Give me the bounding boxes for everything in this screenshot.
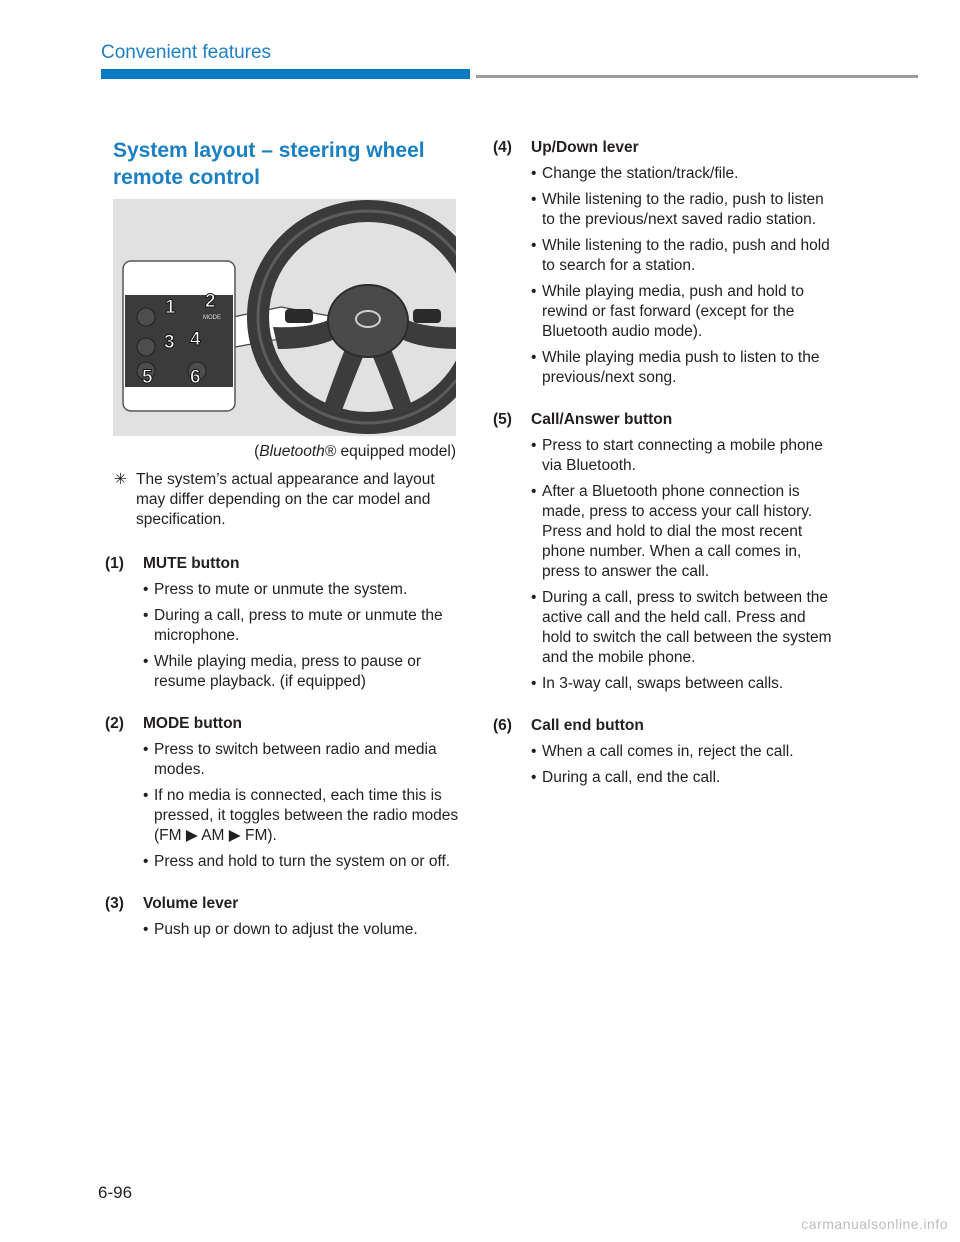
caption-rest: equipped model) [336, 443, 456, 460]
watermark: carmanualsonline.info [801, 1216, 948, 1232]
feature-number: (5) [493, 411, 512, 428]
feature-bullet: • After a Bluetooth phone connection is made, press to access your call history. Press and hold to dial the most recent phone number. When a call comes in, press to answer the call. [493, 482, 838, 582]
caption-bluetooth: Bluetooth® [259, 443, 337, 460]
feature-number: (3) [105, 895, 124, 912]
lower-right-spoke [373, 349, 413, 413]
feature-bullet: • While playing media push to listen to the previous/next song. [493, 348, 838, 388]
left-control-pad [285, 309, 313, 323]
feature-heading [493, 410, 838, 430]
feature-bullet: • Press to mute or unmute the system. [105, 580, 460, 600]
feature-item [493, 716, 838, 788]
feature-bullet: • If no media is connected, each time this is pressed, it toggles between the radio modes (FM ▶ AM ▶ FM). [105, 786, 460, 846]
feature-bullet: • During a call, press to switch between the active call and the held call. Press and hold to switch the call between the system and the mobile phone. [493, 588, 838, 668]
note [114, 470, 459, 530]
feature-heading [105, 714, 460, 734]
feature-heading [105, 554, 460, 574]
feature-bullet: • Push up or down to adjust the volume. [105, 920, 460, 940]
header-rule-gray [476, 75, 918, 78]
feature-heading [493, 716, 838, 736]
figure-caption: (Bluetooth® equipped model) [254, 443, 456, 460]
section-title: System layout – steering wheel remote control [113, 139, 425, 189]
inset-volume-lever [137, 338, 155, 356]
feature-title: Call/Answer button [531, 411, 673, 428]
feature-bullet: • While playing media, push and hold to rewind or fast forward (except for the Bluetooth audio mode). [493, 282, 838, 342]
inset-mute-button [137, 308, 155, 326]
feature-bullet: • Press and hold to turn the system on or off. [105, 852, 460, 872]
note-mark-icon: ✳ [114, 471, 127, 488]
feature-number: (2) [105, 715, 124, 732]
callout-5: 5 [142, 367, 153, 388]
callout-3: 3 [164, 332, 175, 353]
feature-title: Volume lever [143, 895, 239, 912]
feature-title: Up/Down lever [531, 139, 639, 156]
steering-wheel-illustration [113, 199, 456, 436]
feature-bullet: • In 3-way call, swaps between calls. [493, 674, 838, 694]
feature-bullet: • While playing media, press to pause or resume playback. (if equipped) [105, 652, 460, 692]
feature-title: Call end button [531, 717, 644, 734]
mode-label: MODE [203, 315, 221, 321]
feature-bullet: • Change the station/track/file. [493, 164, 838, 184]
note-text: The system’s actual appearance and layout may differ depending on the car model and specification. [136, 471, 435, 528]
feature-bullet: • Press to start connecting a mobile phone via Bluetooth. [493, 436, 838, 476]
page-number: 6-96 [98, 1183, 133, 1202]
feature-item [493, 410, 838, 694]
header-rule-blue [101, 69, 470, 79]
header-title: Convenient features [101, 42, 272, 63]
feature-item [493, 138, 838, 388]
feature-bullet: • During a call, press to mute or unmute the microphone. [105, 606, 460, 646]
feature-item [105, 714, 460, 872]
feature-bullet: • During a call, end the call. [493, 768, 838, 788]
steering-wheel-svg [113, 199, 456, 436]
feature-title: MODE button [143, 715, 243, 732]
feature-bullet: • While listening to the radio, push and hold to search for a station. [493, 236, 838, 276]
feature-bullet: • While listening to the radio, push to listen to the previous/next saved radio station. [493, 190, 838, 230]
callout-1: 1 [165, 297, 176, 318]
feature-title: MUTE button [143, 555, 240, 572]
right-control-pad [413, 309, 441, 323]
left-column [105, 554, 460, 962]
feature-item [105, 554, 460, 692]
feature-bullet: • When a call comes in, reject the call. [493, 742, 838, 762]
callout-6: 6 [190, 367, 201, 388]
wheel-hub [328, 285, 408, 357]
feature-heading [493, 138, 838, 158]
callout-2: 2 [205, 291, 216, 312]
feature-item [105, 894, 460, 940]
feature-bullet: • Press to switch between radio and media modes. [105, 740, 460, 780]
feature-heading [105, 894, 460, 914]
right-column [493, 138, 838, 810]
feature-number: (6) [493, 717, 512, 734]
feature-number: (1) [105, 555, 124, 572]
feature-number: (4) [493, 139, 512, 156]
lower-left-spoke [323, 349, 363, 413]
callout-4: 4 [190, 329, 201, 350]
